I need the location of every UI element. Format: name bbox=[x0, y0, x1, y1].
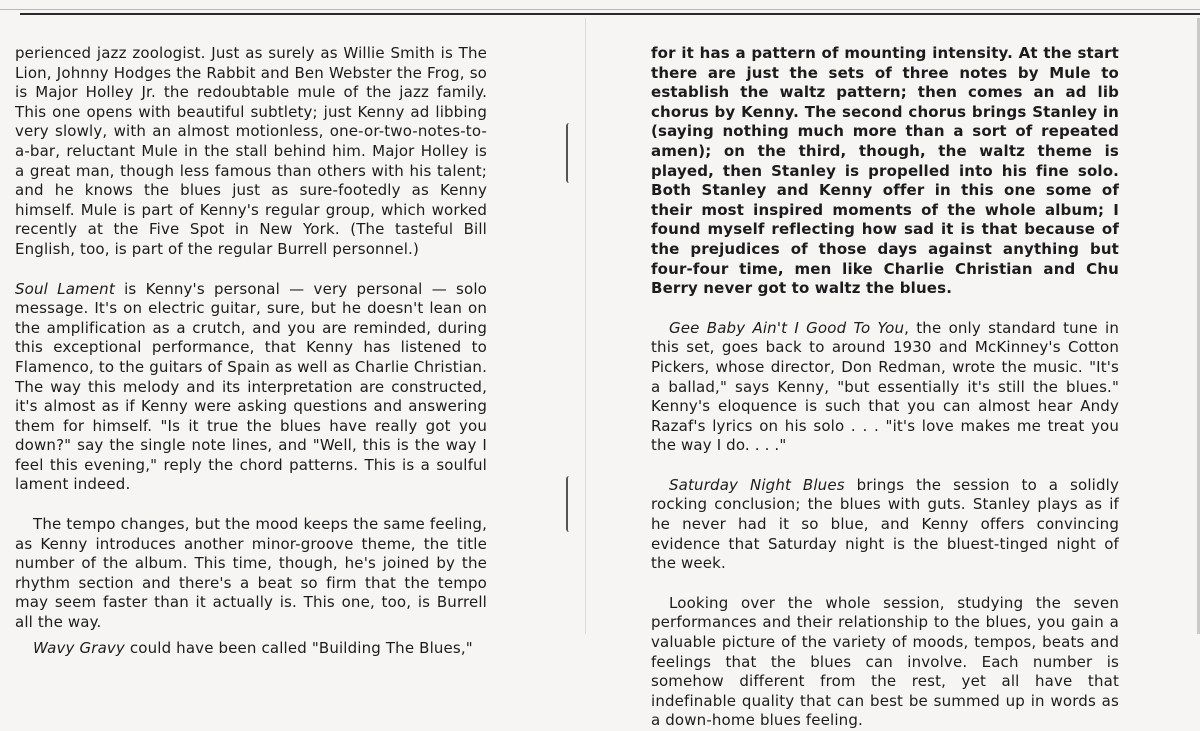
paragraph-wavy-gravy: Wavy Gravy could have been called "Building The Blues," bbox=[33, 638, 473, 657]
paragraph-summary: Looking over the whole session, studying the seven performances and their relationship to the blues, you gain a valuable picture of the variety of moods, tempos, beats and feelings that the blues can involve. Each number is somehow different from the rest, yet all have that indefinable quality that can best be summed up in words as a down-home blues feeling. bbox=[651, 593, 1119, 730]
paragraph-saturday-night: Saturday Night Blues brings the session to a solidly rocking conclusion; the blues with guts. Stanley plays as if he never had it so blue, and Kenny offers convincing evidence that Saturday night is the bluest-tinged night of the week. bbox=[651, 475, 1119, 573]
paragraph-mule: perienced jazz zoologist. Just as surely as Willie Smith is The Lion, Johnny Hodges the Rabbit and Ben Webster the Frog, so is Major Holley Jr. the redoubtable mule of the jazz family. This one opens with beautiful subtlety; just Kenny ad libbing very slowly, with an almost motionless, one-or-two-notes-to-a-bar, reluctant Mule in the stall behind him. Major Holley is a great man, though less famous than others with his talent; and he knows the blues just as sure-footedly as Kenny himself. Mule is part of Kenny's regular group, which worked recently at the Five Spot in New York. (The tasteful Bill English, too, is part of the regular Burrell personnel.) bbox=[15, 44, 487, 258]
top-border-rule bbox=[20, 13, 1200, 15]
top-border bbox=[0, 0, 1200, 20]
title-wavy-gravy: Wavy Gravy bbox=[33, 638, 125, 657]
paragraph-soul-lament: Soul Lament is Kenny's personal — very personal — solo message. It's on electric guitar, sure, but he doesn't lean on the amplification as a crutch, and you are reminded, during this exceptional performance, that Kenny has listened to Flamenco, to the guitars of Spain as well as Charlie Christian. The way this melody and its interpretation are constructed, it's almost as if Kenny were asking questions and answering them for himself. "Is it true the blues have really got you down?" say the single note lines, and "Well, this is the way I feel this evening," reply the chord patterns. This is a soulful lament indeed. bbox=[15, 279, 487, 494]
title-soul-lament: Soul Lament bbox=[15, 279, 115, 298]
left-column bbox=[15, 44, 487, 658]
top-border-faint-line bbox=[0, 9, 1200, 10]
paragraph-gee-baby: Gee Baby Ain't I Good To You, the only standard tune in this set, goes back to around 1930 and McKinney's Cotton Pickers, whose director, Don Redman, wrote the music. "It's a ballad," says Kenny, "but essentially it's still the blues." Kenny's eloquence is such that you can almost hear Andy Razaf's lyrics on his solo . . . "it's love makes me treat you the way I do. . . ." bbox=[651, 318, 1119, 455]
paragraph-title-number: The tempo changes, but the mood keeps the same feeling, as Kenny introduces another minor-groove theme, the title number of the album. This time, though, he's joined by the rhythm section and there's a beat so firm that the tempo may seem faster than it actually is. This one, too, is Burrell all the way. bbox=[15, 515, 487, 632]
title-saturday-night: Saturday Night Blues bbox=[669, 475, 845, 494]
right-column bbox=[651, 44, 1119, 731]
paragraph-waltz: for it has a pattern of mounting intensity. At the start there are just the sets of three notes by Mule to establish the waltz pattern; then comes an ad lib chorus by Kenny. The second chorus brings Stanley in (saying nothing much more than a sort of repeated amen); on the third, though, the waltz theme is played, then Stanley is propelled into his fine solo. Both Stanley and Kenny offer in this one some of their most inspired moments of the whole album; I found myself reflecting how sad it is that because of the prejudices of those days against anything but four-four time, men like Charlie Christian and Chu Berry never got to waltz the blues. bbox=[651, 44, 1119, 298]
title-gee-baby: Gee Baby Ain't I Good To You bbox=[669, 318, 905, 337]
staple-bottom bbox=[566, 476, 574, 532]
center-fold bbox=[585, 18, 586, 634]
staple-top bbox=[566, 123, 574, 183]
